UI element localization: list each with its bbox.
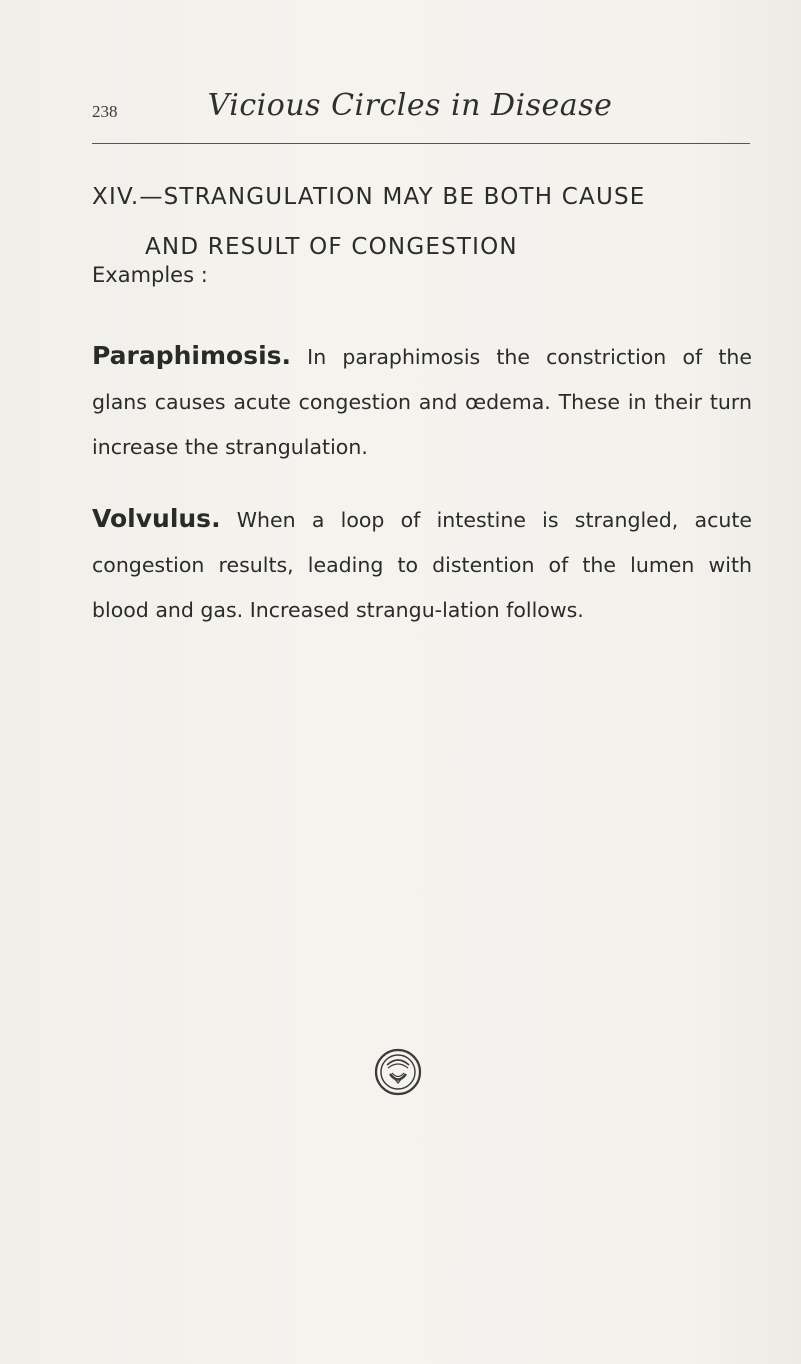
paragraph-paraphimosis bbox=[92, 333, 752, 470]
page-header bbox=[92, 88, 750, 146]
paragraph-text: When a loop of intestine is strangled, acute congestion results, leading to distention of the lumen with blood and gas. Increased strangu-lation follows. bbox=[92, 508, 752, 622]
paragraph-lead: Paraphimosis. bbox=[92, 341, 292, 370]
printer-mark-icon bbox=[373, 1047, 423, 1097]
paragraph-volvulus bbox=[92, 496, 752, 633]
running-head: Vicious Circles in Disease bbox=[207, 88, 613, 123]
page-number: 238 bbox=[92, 102, 118, 121]
header-rule bbox=[92, 143, 750, 144]
paragraph-text: In paraphimosis the constriction of the glans causes acute congestion and œdema. These in their turn increase the strangulation. bbox=[92, 345, 752, 459]
examples-label: Examples : bbox=[92, 263, 208, 287]
paragraph-lead: Volvulus. bbox=[92, 504, 221, 533]
section-heading-line2: AND RESULT OF CONGESTION bbox=[145, 234, 518, 260]
section-heading-line1: XIV.—STRANGULATION MAY BE BOTH CAUSE bbox=[92, 184, 646, 210]
section-heading bbox=[92, 172, 752, 272]
